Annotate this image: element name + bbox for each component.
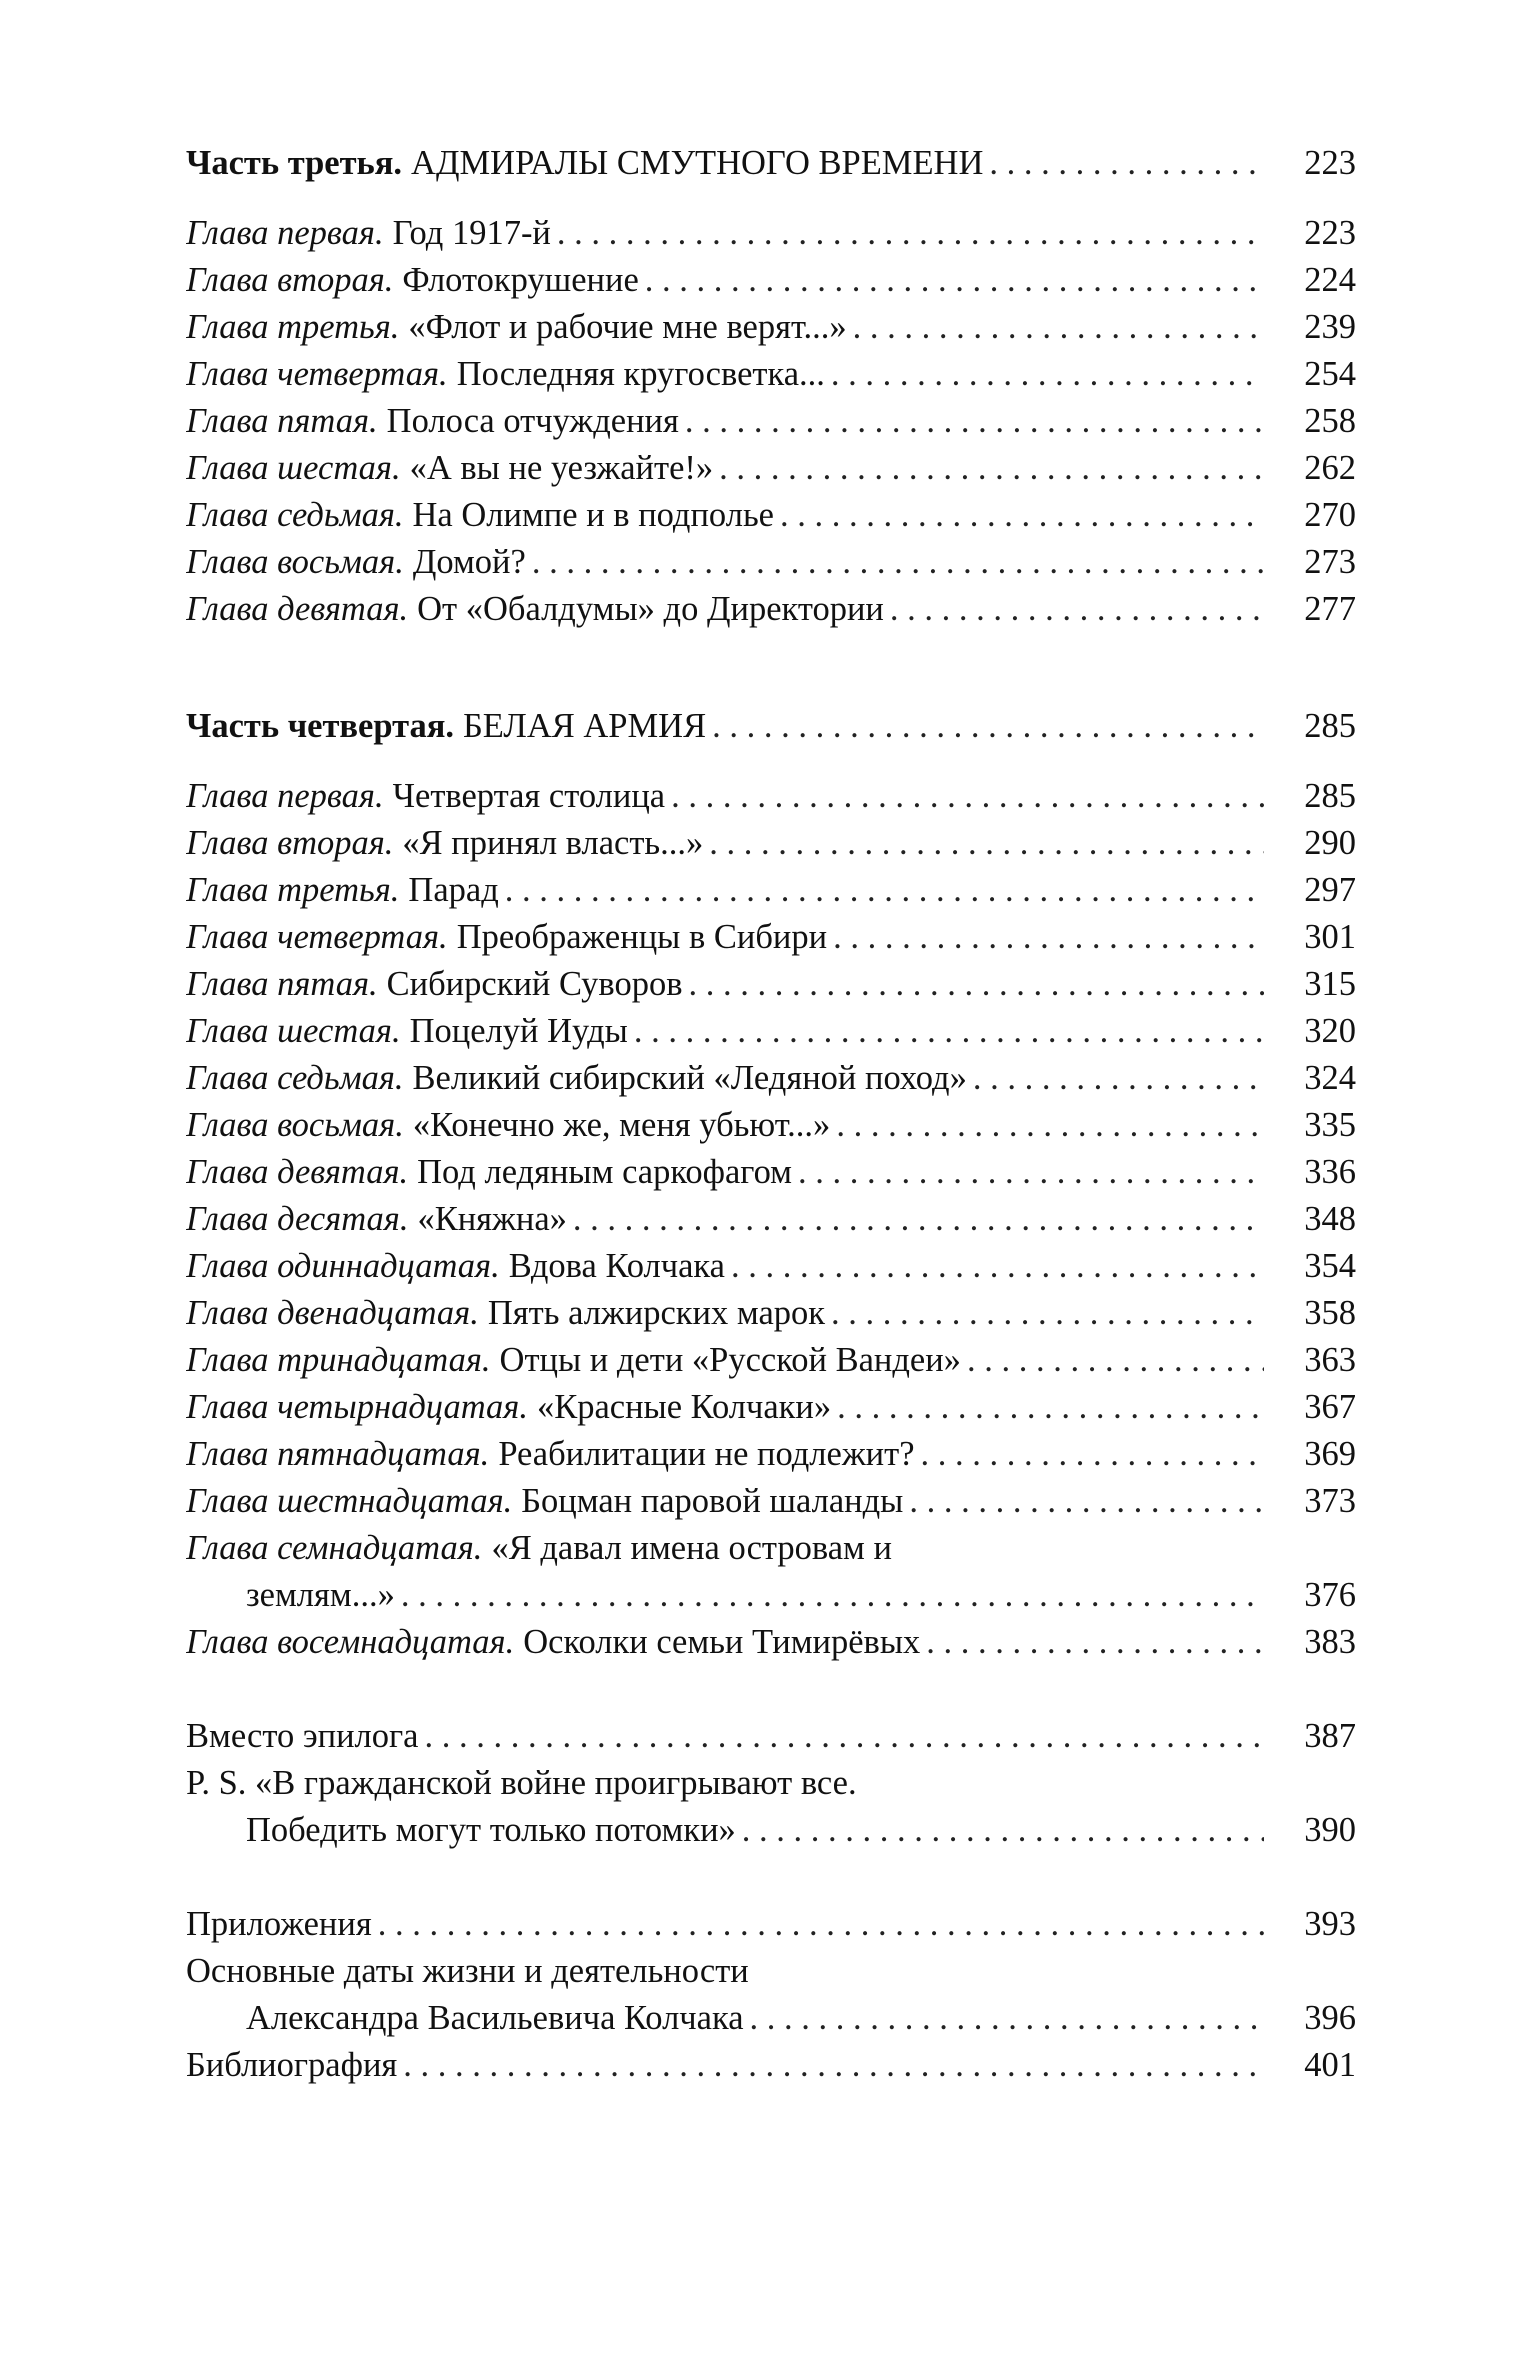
leader-dots: [689, 961, 1264, 1008]
toc-chapter-entry: [186, 1431, 1356, 1478]
chapter-label: Глава девятая.: [186, 1153, 409, 1191]
toc-chapter-entry: [186, 1055, 1356, 1102]
toc-chapter-entry: [186, 586, 1356, 633]
leader-dots: [719, 445, 1264, 492]
chapter-label: Глава пятнадцатая.: [186, 1435, 490, 1473]
chapter-title-continuation: землям...»: [246, 1576, 395, 1614]
toc-part-heading: [186, 703, 1356, 750]
chapter-label: Глава седьмая.: [186, 496, 404, 534]
page-number: 277: [1304, 590, 1356, 628]
chapter-label: Глава восемнадцатая.: [186, 1623, 515, 1661]
page-number: 301: [1304, 918, 1356, 956]
page-number: 396: [1304, 1999, 1356, 2037]
chapter-title: «Я давал имена островам и: [491, 1529, 892, 1567]
part-label: Часть третья.: [186, 144, 403, 182]
leader-dots: [967, 1337, 1264, 1384]
entry-title: Вместо эпилога: [186, 1717, 419, 1755]
chapter-label: Глава шестая.: [186, 449, 401, 487]
page-number: 285: [1304, 777, 1356, 815]
toc-chapter-entry: [186, 1619, 1356, 1666]
chapter-label: Глава шестнадцатая.: [186, 1482, 513, 1520]
leader-dots: [425, 1713, 1265, 1760]
leader-dots: [685, 398, 1264, 445]
entry-title: Библиография: [186, 2046, 398, 2084]
page-number: 290: [1304, 824, 1356, 862]
page-number: 387: [1304, 1717, 1356, 1755]
page-number: 315: [1304, 965, 1356, 1003]
page-number: 383: [1304, 1623, 1356, 1661]
leader-dots: [742, 1807, 1264, 1854]
toc-bibliography-entry: [186, 2042, 1356, 2089]
page-number: 320: [1304, 1012, 1356, 1050]
chapter-title: Боцман паровой шаланды: [521, 1482, 904, 1520]
chapter-title: «А вы не уезжайте!»: [409, 449, 714, 487]
leader-dots: [836, 1102, 1264, 1149]
page-number: 297: [1304, 871, 1356, 909]
toc-ps-entry: [186, 1760, 1356, 1807]
leader-dots: [378, 1901, 1264, 1948]
page-number: 373: [1304, 1482, 1356, 1520]
toc-chapter-entry: [186, 257, 1356, 304]
chapter-title: «Я принял власть...»: [402, 824, 704, 862]
page-number: 223: [1304, 214, 1356, 252]
chapter-label: Глава четвертая.: [186, 918, 448, 956]
chapter-label: Глава шестая.: [186, 1012, 401, 1050]
leader-dots: [926, 1619, 1264, 1666]
chapter-title: Осколки семьи Тимирёвых: [523, 1623, 921, 1661]
chapter-title: Последняя кругосветка...: [456, 355, 825, 393]
chapter-title: Под ледяным саркофагом: [417, 1153, 793, 1191]
page-number: 390: [1304, 1811, 1356, 1849]
page-number: 358: [1304, 1294, 1356, 1332]
toc-chapter-entry: [186, 1478, 1356, 1525]
toc-chapter-entry: [186, 1243, 1356, 1290]
leader-dots: [557, 210, 1264, 257]
page-number: 223: [1304, 144, 1356, 182]
leader-dots: [731, 1243, 1264, 1290]
chapter-title: Пять алжирских марок: [487, 1294, 826, 1332]
chapter-label: Глава четырнадцатая.: [186, 1388, 528, 1426]
chapter-title: Преображенцы в Сибири: [456, 918, 828, 956]
toc-chapter-entry: [186, 210, 1356, 257]
toc-chapter-entry: [186, 1196, 1356, 1243]
leader-dots: [634, 1008, 1264, 1055]
toc-dates-entry: [186, 1948, 1356, 1995]
toc-chapter-entry: [186, 351, 1356, 398]
page-number: 348: [1304, 1200, 1356, 1238]
chapter-title: На Олимпе и в подполье: [412, 496, 774, 534]
chapter-title: Домой?: [412, 543, 526, 581]
toc-ps-entry-continuation: [186, 1807, 1356, 1854]
toc-chapter-entry: [186, 1149, 1356, 1196]
leader-dots: [989, 140, 1264, 187]
chapter-label: Глава третья.: [186, 308, 400, 346]
leader-dots: [712, 703, 1264, 750]
entry-title-continuation: Победить могут только потомки»: [246, 1811, 736, 1849]
page-number: 363: [1304, 1341, 1356, 1379]
toc-chapter-entry: [186, 1008, 1356, 1055]
chapter-title: Реабилитации не подлежит?: [498, 1435, 915, 1473]
chapter-label: Глава седьмая.: [186, 1059, 404, 1097]
part-title: АДМИРАЛЫ СМУТНОГО ВРЕМЕНИ: [411, 144, 984, 182]
chapter-title: Отцы и дети «Русской Вандеи»: [499, 1341, 961, 1379]
chapter-title: «Конечно же, меня убьют...»: [412, 1106, 831, 1144]
part-title: БЕЛАЯ АРМИЯ: [463, 707, 707, 745]
toc-dates-entry-continuation: [186, 1995, 1356, 2042]
table-of-contents: [186, 140, 1356, 2089]
leader-dots: [780, 492, 1264, 539]
chapter-label: Глава пятая.: [186, 402, 378, 440]
chapter-title: Год 1917-й: [392, 214, 551, 252]
leader-dots: [831, 351, 1264, 398]
page-number: 393: [1304, 1905, 1356, 1943]
chapter-title: Великий сибирский «Ледяной поход»: [412, 1059, 967, 1097]
toc-chapter-entry: [186, 1337, 1356, 1384]
leader-dots: [837, 1384, 1264, 1431]
chapter-title: Флотокрушение: [402, 261, 639, 299]
chapter-title: «Флот и рабочие мне верят...»: [408, 308, 847, 346]
chapter-label: Глава тринадцатая.: [186, 1341, 491, 1379]
page-number: 254: [1304, 355, 1356, 393]
page-number: 367: [1304, 1388, 1356, 1426]
chapter-title: Сибирский Суворов: [386, 965, 683, 1003]
leader-dots: [505, 867, 1264, 914]
leader-dots: [671, 773, 1264, 820]
toc-chapter-entry: [186, 1525, 1356, 1572]
chapter-label: Глава восьмая.: [186, 543, 404, 581]
leader-dots: [909, 1478, 1264, 1525]
page-number: 224: [1304, 261, 1356, 299]
chapter-title: Четвертая столица: [392, 777, 666, 815]
chapter-label: Глава семнадцатая.: [186, 1529, 483, 1567]
chapter-label: Глава девятая.: [186, 590, 409, 628]
leader-dots: [853, 304, 1264, 351]
chapter-label: Глава четвертая.: [186, 355, 448, 393]
page-number: 376: [1304, 1576, 1356, 1614]
toc-chapter-entry: [186, 398, 1356, 445]
chapter-label: Глава десятая.: [186, 1200, 409, 1238]
page-number: 324: [1304, 1059, 1356, 1097]
toc-chapter-entry: [186, 867, 1356, 914]
chapter-label: Глава одиннадцатая.: [186, 1247, 500, 1285]
chapter-title: «Княжна»: [417, 1200, 567, 1238]
chapter-title: Полоса отчуждения: [386, 402, 679, 440]
chapter-label: Глава вторая.: [186, 824, 394, 862]
toc-chapter-entry-continuation: [186, 1572, 1356, 1619]
leader-dots: [750, 1995, 1264, 2042]
leader-dots: [532, 539, 1264, 586]
entry-title: Приложения: [186, 1905, 372, 1943]
toc-part-heading: [186, 140, 1356, 187]
page-number: 270: [1304, 496, 1356, 534]
toc-appendix-entry: [186, 1901, 1356, 1948]
leader-dots: [921, 1431, 1264, 1478]
chapter-title: Поцелуй Иуды: [409, 1012, 628, 1050]
toc-chapter-entry: [186, 820, 1356, 867]
entry-title: Основные даты жизни и деятельности: [186, 1952, 749, 1990]
chapter-label: Глава первая.: [186, 214, 384, 252]
toc-chapter-entry: [186, 539, 1356, 586]
leader-dots: [973, 1055, 1264, 1102]
page-number: 262: [1304, 449, 1356, 487]
toc-chapter-entry: [186, 1102, 1356, 1149]
leader-dots: [798, 1149, 1264, 1196]
part-label: Часть четвертая.: [186, 707, 454, 745]
page-number: 335: [1304, 1106, 1356, 1144]
chapter-label: Глава двенадцатая.: [186, 1294, 479, 1332]
entry-title-continuation: Александра Васильевича Колчака: [246, 1999, 744, 2037]
toc-chapter-entry: [186, 1384, 1356, 1431]
leader-dots: [401, 1572, 1264, 1619]
chapter-label: Глава пятая.: [186, 965, 378, 1003]
toc-chapter-entry: [186, 914, 1356, 961]
leader-dots: [573, 1196, 1264, 1243]
toc-chapter-entry: [186, 304, 1356, 351]
toc-chapter-entry: [186, 492, 1356, 539]
page-number: 354: [1304, 1247, 1356, 1285]
page-number: 239: [1304, 308, 1356, 346]
chapter-label: Глава первая.: [186, 777, 384, 815]
leader-dots: [890, 586, 1264, 633]
leader-dots: [833, 914, 1264, 961]
chapter-title: Вдова Колчака: [508, 1247, 725, 1285]
toc-chapter-entry: [186, 961, 1356, 1008]
chapter-title: «Красные Колчаки»: [536, 1388, 832, 1426]
chapter-label: Глава восьмая.: [186, 1106, 404, 1144]
leader-dots: [645, 257, 1264, 304]
chapter-label: Глава третья.: [186, 871, 400, 909]
toc-chapter-entry: [186, 1290, 1356, 1337]
toc-epilogue-entry: [186, 1713, 1356, 1760]
chapter-title: Парад: [408, 871, 499, 909]
page-number: 401: [1304, 2046, 1356, 2084]
toc-chapter-entry: [186, 445, 1356, 492]
chapter-label: Глава вторая.: [186, 261, 394, 299]
toc-chapter-entry: [186, 773, 1356, 820]
leader-dots: [403, 2042, 1264, 2089]
page-number: 258: [1304, 402, 1356, 440]
page-number: 273: [1304, 543, 1356, 581]
chapter-title: От «Обалдумы» до Директории: [417, 590, 884, 628]
entry-title: P. S. «В гражданской войне проигрывают все.: [186, 1764, 857, 1802]
page-number: 369: [1304, 1435, 1356, 1473]
leader-dots: [831, 1290, 1264, 1337]
page-number: 285: [1304, 707, 1356, 745]
leader-dots: [709, 820, 1264, 867]
page-number: 336: [1304, 1153, 1356, 1191]
